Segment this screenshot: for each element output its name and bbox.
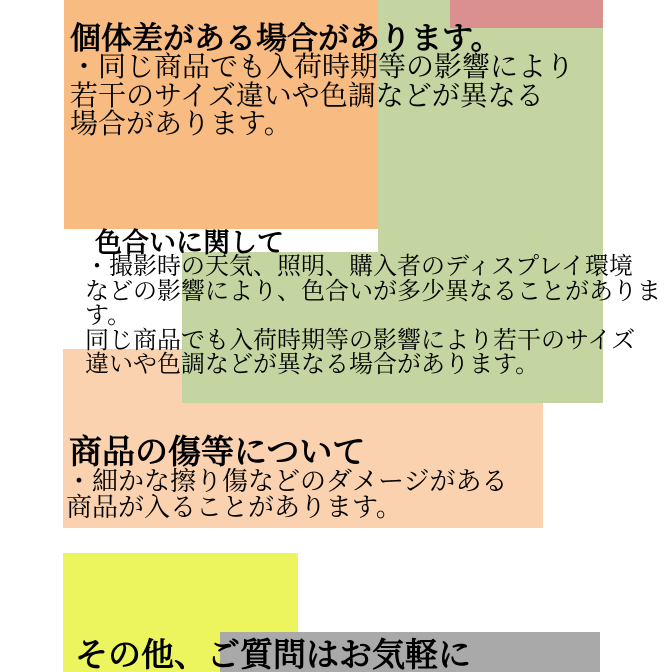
scratches-body [66,466,508,522]
body-line: 同じ商品でも入荷時期等の影響により若干のサイズ [85,326,636,354]
body-line: などの影響により、色合いが多少異なることがありま [85,277,661,305]
individual-differences-body [70,53,574,139]
body-line: ・細かな擦り傷などのダメージがある [66,466,508,496]
body-line: 商品が入ることがあります。 [66,491,402,522]
color-tone-body [85,255,661,378]
body-line: 若干のサイズ違いや色調などが異なる [70,79,544,111]
body-line: 違いや色調などが異なる場合があります。 [85,351,540,379]
individual-differences-heading: 個体差がある場合があります。 [70,21,502,56]
body-line: す。 [85,302,132,330]
color-tone-heading: 色合いに関して [95,228,284,258]
body-line: 場合があります。 [70,108,292,139]
body-line: ・同じ商品でも入荷時期等の影響により [70,51,575,82]
contact-text: その他、ご質問はお気軽に [75,636,471,672]
scratches-heading: 商品の傷等について [69,433,366,470]
body-line: ・撮影時の天気、照明、購入者のディスプレイ環境 [85,253,633,280]
